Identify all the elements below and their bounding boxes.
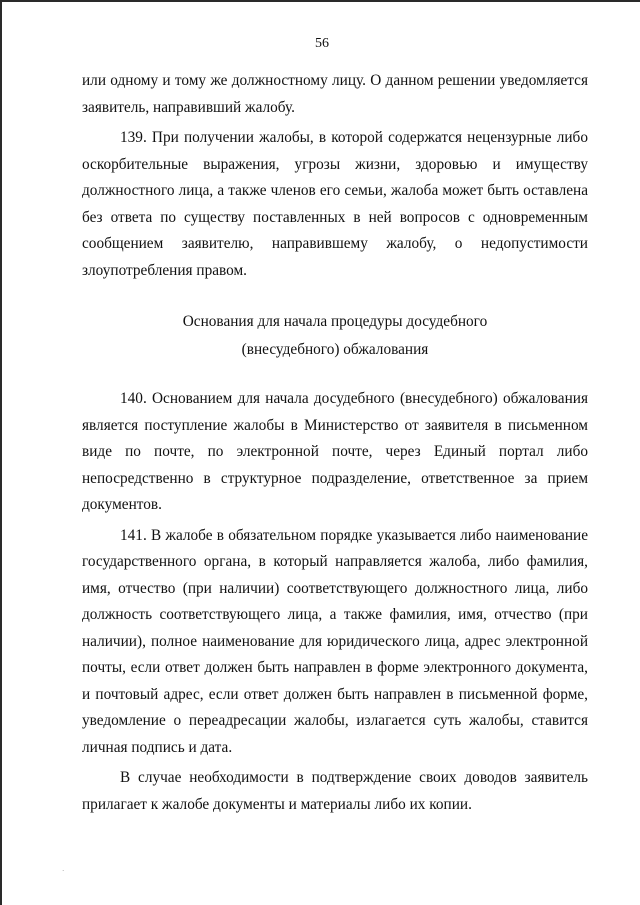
continued-paragraph-end bbox=[82, 95, 588, 122]
continued-paragraph bbox=[82, 68, 588, 95]
continued-paragraph-line-1: или одному и тому же должностному лицу. О данном решении уведомляется bbox=[82, 72, 588, 89]
section-heading-line-1: Основания для начала процедуры досудебного bbox=[182, 313, 488, 330]
paragraph-140: 140. Основанием для начала досудебного (внесудебного) обжалования является поступление жалобы в Министерство от заявителя в письменном виде по почте, по электронной почте, через Единый портал либо непосредственно в структурное подразделение, ответственное за прием документов. bbox=[82, 390, 588, 513]
scan-artifact: · bbox=[62, 867, 65, 875]
section-heading-line-2: (внесудебного) обжалования bbox=[241, 341, 429, 358]
page-number: 56 bbox=[315, 36, 329, 51]
paragraph-attachments: В случае необходимости в подтверждение своих доводов заявитель прилагает к жалобе документы и материалы либо их копии. bbox=[82, 769, 588, 813]
continued-paragraph-line-2: заявитель, направивший жалобу. bbox=[82, 98, 295, 116]
paragraph-139: 139. При получении жалобы, в которой содержатся нецензурные либо оскорбительные выражения, угрозы жизни, здоровью и имуществу должностного лица, а также членов его семьи, жалоба может быть оставлена без ответа по существу поставленных в ней вопросов с одновременным сообщением заявителю, направившему жалобу, о недопустимости злоупотребления правом. bbox=[82, 129, 588, 279]
paragraph-141: 141. В жалобе в обязательном порядке указывается либо наименование государственного органа, в который направляется жалоба, либо фамилия, имя, отчество (при наличии) соответствующего должностного лица, либо должность соответствующего лица, а также фамилия, имя, отчество (при наличии), полное наименование для юридического лица, адрес электронной почты, если ответ должен быть направлен в форме электронного документа, и почтовый адрес, если ответ должен быть направлен в письменной форме, уведомление о переадресации жалобы, излагается суть жалобы, ставится личная подпись и дата. bbox=[82, 526, 588, 756]
document-body bbox=[82, 68, 588, 818]
